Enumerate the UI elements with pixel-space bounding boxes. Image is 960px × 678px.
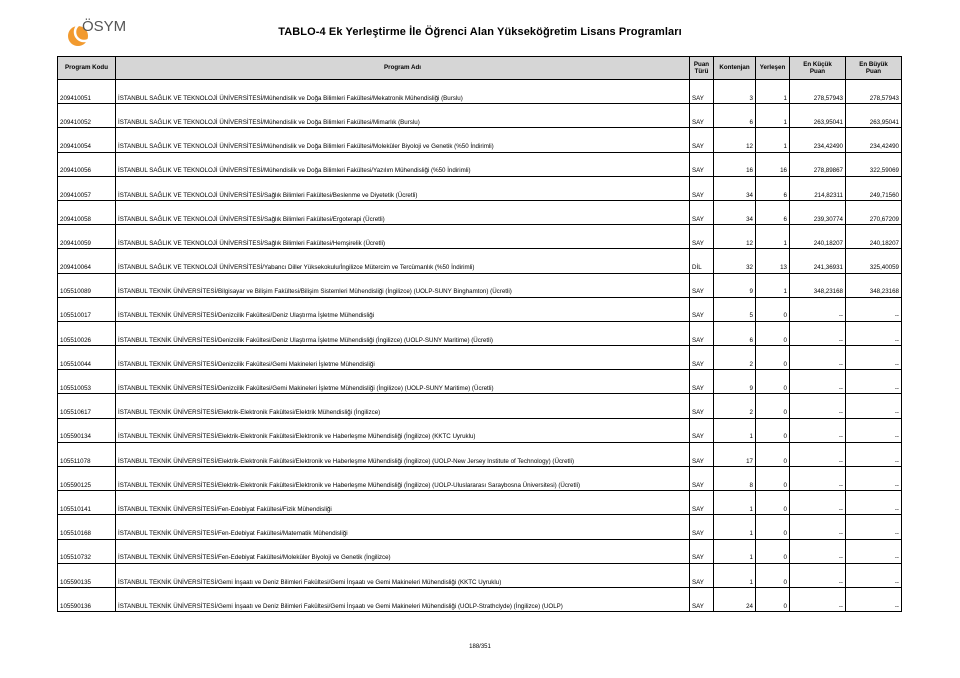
cell-placed: 0	[756, 467, 790, 491]
cell-max-score: 278,57943	[846, 80, 902, 104]
col-header-min: En Küçük Puan	[790, 57, 846, 80]
cell-score-type: SAY	[690, 539, 714, 563]
table-row	[58, 515, 902, 539]
table-row	[58, 80, 902, 104]
col-header-code: Program Kodu	[58, 57, 116, 80]
cell-placed: 0	[756, 394, 790, 418]
cell-min-score: --	[790, 539, 846, 563]
cell-program-name: İSTANBUL TEKNİK ÜNİVERSİTESİ/Denizcilik Fakültesi/Gemi Makineleri İşletme Mühendisliği	[116, 346, 690, 370]
cell-score-type: SAY	[690, 176, 714, 200]
cell-quota: 34	[714, 200, 756, 224]
cell-min-score: 278,57943	[790, 80, 846, 104]
cell-min-score: --	[790, 515, 846, 539]
table-row	[58, 491, 902, 515]
cell-score-type: SAY	[690, 152, 714, 176]
cell-program-code: 105510044	[58, 346, 116, 370]
cell-placed: 16	[756, 152, 790, 176]
cell-program-name: İSTANBUL TEKNİK ÜNİVERSİTESİ/Gemi İnşaatı ve Deniz Bilimleri Fakültesi/Gemi İnşaatı ve Gemi Makineleri Mühendisliği (UOLP-Strathclyde) (İngilizce) (UOLP)	[116, 587, 690, 611]
cell-max-score: --	[846, 297, 902, 321]
cell-score-type: SAY	[690, 104, 714, 128]
cell-placed: 13	[756, 249, 790, 273]
col-header-max: En Büyük Puan	[846, 57, 902, 80]
cell-program-name: İSTANBUL TEKNİK ÜNİVERSİTESİ/Bilgisayar ve Bilişim Fakültesi/Bilişim Sistemleri Mühendisliği (İngilizce) (UOLP-SUNY Binghamton) (Ücretli)	[116, 273, 690, 297]
cell-quota: 1	[714, 491, 756, 515]
cell-quota: 6	[714, 321, 756, 345]
cell-max-score: 270,67209	[846, 200, 902, 224]
cell-quota: 17	[714, 442, 756, 466]
cell-quota: 3	[714, 80, 756, 104]
col-header-name: Program Adı	[116, 57, 690, 80]
cell-score-type: SAY	[690, 587, 714, 611]
cell-program-code: 209410054	[58, 128, 116, 152]
cell-program-name: İSTANBUL TEKNİK ÜNİVERSİTESİ/Denizcilik Fakültesi/Deniz Ulaştırma İşletme Mühendisliği (İngilizce) (UOLP-SUNY Maritime) (Ücretli)	[116, 321, 690, 345]
table-row	[58, 418, 902, 442]
cell-score-type: SAY	[690, 370, 714, 394]
table-row	[58, 539, 902, 563]
table-row	[58, 249, 902, 273]
cell-program-name: İSTANBUL SAĞLIK VE TEKNOLOJİ ÜNİVERSİTESİ/Mühendislik ve Doğa Bilimleri Fakültesi/Mekatronik Mühendisliği (Burslu)	[116, 80, 690, 104]
cell-program-name: İSTANBUL TEKNİK ÜNİVERSİTESİ/Elektrik-Elektronik Fakültesi/Elektronik ve Haberleşme Mühendisliği (İngilizce) (KKTC Uyruklu)	[116, 418, 690, 442]
cell-min-score: --	[790, 418, 846, 442]
cell-quota: 1	[714, 515, 756, 539]
cell-program-code: 105510017	[58, 297, 116, 321]
cell-program-code: 105511078	[58, 442, 116, 466]
cell-score-type: SAY	[690, 515, 714, 539]
cell-max-score: --	[846, 321, 902, 345]
table-row	[58, 176, 902, 200]
table-row	[58, 321, 902, 345]
cell-program-name: İSTANBUL SAĞLIK VE TEKNOLOJİ ÜNİVERSİTESİ/Sağlık Bilimleri Fakültesi/Ergoterapi (Ücretli)	[116, 200, 690, 224]
cell-min-score: --	[790, 491, 846, 515]
cell-quota: 24	[714, 587, 756, 611]
cell-min-score: --	[790, 394, 846, 418]
table-row	[58, 200, 902, 224]
cell-max-score: --	[846, 442, 902, 466]
table-row	[58, 297, 902, 321]
cell-min-score: --	[790, 587, 846, 611]
col-header-quota: Kontenjan	[714, 57, 756, 80]
cell-placed: 0	[756, 442, 790, 466]
cell-min-score: 263,95041	[790, 104, 846, 128]
cell-program-code: 105510141	[58, 491, 116, 515]
cell-placed: 0	[756, 515, 790, 539]
cell-max-score: 263,95041	[846, 104, 902, 128]
cell-placed: 1	[756, 128, 790, 152]
table-row	[58, 128, 902, 152]
cell-quota: 16	[714, 152, 756, 176]
programs-table	[57, 56, 902, 612]
cell-min-score: 240,18207	[790, 225, 846, 249]
cell-max-score: --	[846, 346, 902, 370]
cell-placed: 0	[756, 418, 790, 442]
cell-program-name: İSTANBUL TEKNİK ÜNİVERSİTESİ/Fen-Edebiyat Fakültesi/Moleküler Biyoloji ve Genetik (İngilizce)	[116, 539, 690, 563]
cell-program-code: 209410051	[58, 80, 116, 104]
cell-max-score: --	[846, 467, 902, 491]
cell-min-score: 241,36931	[790, 249, 846, 273]
cell-quota: 2	[714, 394, 756, 418]
cell-score-type: SAY	[690, 80, 714, 104]
table-row	[58, 225, 902, 249]
table-body	[58, 80, 902, 612]
cell-min-score: --	[790, 370, 846, 394]
cell-max-score: --	[846, 587, 902, 611]
cell-min-score: --	[790, 467, 846, 491]
cell-quota: 32	[714, 249, 756, 273]
cell-min-score: --	[790, 321, 846, 345]
cell-score-type: SAY	[690, 467, 714, 491]
page-number: 188/351	[469, 644, 491, 650]
cell-score-type: SAY	[690, 297, 714, 321]
cell-program-name: İSTANBUL SAĞLIK VE TEKNOLOJİ ÜNİVERSİTESİ/Sağlık Bilimleri Fakültesi/Hemşirelik (Ücretli)	[116, 225, 690, 249]
cell-score-type: SAY	[690, 442, 714, 466]
cell-max-score: 348,23168	[846, 273, 902, 297]
cell-score-type: SAY	[690, 346, 714, 370]
cell-score-type: SAY	[690, 491, 714, 515]
cell-placed: 6	[756, 200, 790, 224]
cell-min-score: --	[790, 442, 846, 466]
cell-min-score: --	[790, 297, 846, 321]
col-header-type: Puan Türü	[690, 57, 714, 80]
cell-quota: 12	[714, 128, 756, 152]
cell-quota: 34	[714, 176, 756, 200]
cell-score-type: SAY	[690, 321, 714, 345]
cell-program-name: İSTANBUL TEKNİK ÜNİVERSİTESİ/Denizcilik Fakültesi/Deniz Ulaştırma İşletme Mühendisliği	[116, 297, 690, 321]
cell-placed: 0	[756, 491, 790, 515]
cell-score-type: SAY	[690, 394, 714, 418]
cell-max-score: 322,59069	[846, 152, 902, 176]
logo-text: ÖSYM	[82, 18, 127, 35]
cell-program-code: 105590125	[58, 467, 116, 491]
cell-program-name: İSTANBUL SAĞLIK VE TEKNOLOJİ ÜNİVERSİTESİ/Mühendislik ve Doğa Bilimleri Fakültesi/Mimarlık (Burslu)	[116, 104, 690, 128]
cell-max-score: 325,40059	[846, 249, 902, 273]
cell-program-code: 209410058	[58, 200, 116, 224]
cell-quota: 9	[714, 273, 756, 297]
cell-placed: 0	[756, 587, 790, 611]
table-row	[58, 104, 902, 128]
cell-program-code: 105590135	[58, 563, 116, 587]
cell-quota: 5	[714, 297, 756, 321]
table-row	[58, 152, 902, 176]
cell-placed: 0	[756, 539, 790, 563]
cell-program-name: İSTANBUL TEKNİK ÜNİVERSİTESİ/Elektrik-Elektronik Fakültesi/Elektronik ve Haberleşme Mühendisliği (İngilizce) (UOLP-Uluslararası Saraybosna Üniversitesi) (Ücretli)	[116, 467, 690, 491]
cell-score-type: SAY	[690, 200, 714, 224]
cell-placed: 1	[756, 273, 790, 297]
cell-quota: 6	[714, 104, 756, 128]
cell-program-name: İSTANBUL TEKNİK ÜNİVERSİTESİ/Gemi İnşaatı ve Deniz Bilimleri Fakültesi/Gemi İnşaatı ve Gemi Makineleri Mühendisliği (KKTC Uyruklu)	[116, 563, 690, 587]
cell-program-code: 105590136	[58, 587, 116, 611]
cell-score-type: SAY	[690, 273, 714, 297]
cell-min-score: --	[790, 346, 846, 370]
cell-score-type: SAY	[690, 563, 714, 587]
cell-placed: 1	[756, 104, 790, 128]
table-row	[58, 467, 902, 491]
cell-score-type: SAY	[690, 128, 714, 152]
cell-quota: 8	[714, 467, 756, 491]
table-row	[58, 442, 902, 466]
table-row	[58, 273, 902, 297]
table-header-row	[58, 57, 902, 80]
cell-min-score: --	[790, 563, 846, 587]
cell-max-score: --	[846, 539, 902, 563]
cell-program-code: 105510089	[58, 273, 116, 297]
cell-max-score: --	[846, 370, 902, 394]
cell-placed: 0	[756, 370, 790, 394]
cell-quota: 1	[714, 539, 756, 563]
table-row	[58, 563, 902, 587]
cell-placed: 0	[756, 346, 790, 370]
cell-program-code: 105510026	[58, 321, 116, 345]
cell-placed: 1	[756, 225, 790, 249]
cell-placed: 0	[756, 321, 790, 345]
cell-program-code: 209410059	[58, 225, 116, 249]
cell-program-code: 105510732	[58, 539, 116, 563]
cell-quota: 12	[714, 225, 756, 249]
table-row	[58, 587, 902, 611]
cell-program-name: İSTANBUL TEKNİK ÜNİVERSİTESİ/Denizcilik Fakültesi/Gemi Makineleri İşletme Mühendisliği (İngilizce) (UOLP-SUNY Maritime) (Ücretli)	[116, 370, 690, 394]
cell-quota: 1	[714, 563, 756, 587]
cell-quota: 9	[714, 370, 756, 394]
cell-placed: 0	[756, 563, 790, 587]
cell-score-type: DİL	[690, 249, 714, 273]
cell-program-name: İSTANBUL SAĞLIK VE TEKNOLOJİ ÜNİVERSİTESİ/Sağlık Bilimleri Fakültesi/Beslenme ve Diyetetik (Ücretli)	[116, 176, 690, 200]
table-row	[58, 394, 902, 418]
cell-program-code: 209410052	[58, 104, 116, 128]
cell-score-type: SAY	[690, 225, 714, 249]
cell-score-type: SAY	[690, 418, 714, 442]
cell-program-name: İSTANBUL TEKNİK ÜNİVERSİTESİ/Elektrik-Elektronik Fakültesi/Elektronik ve Haberleşme Mühendisliği (İngilizce) (UOLP-New Jersey Institute of Technology) (Ücretli)	[116, 442, 690, 466]
cell-max-score: --	[846, 491, 902, 515]
table-row	[58, 370, 902, 394]
col-header-placed: Yerleşen	[756, 57, 790, 80]
cell-placed: 6	[756, 176, 790, 200]
cell-placed: 0	[756, 297, 790, 321]
cell-min-score: 278,89867	[790, 152, 846, 176]
cell-max-score: --	[846, 418, 902, 442]
cell-program-code: 209410056	[58, 152, 116, 176]
table-row	[58, 346, 902, 370]
cell-program-code: 209410057	[58, 176, 116, 200]
page-title: TABLO-4 Ek Yerleştirme İle Öğrenci Alan Yükseköğretim Lisans Programları	[278, 26, 682, 38]
cell-quota: 1	[714, 418, 756, 442]
cell-max-score: 234,42490	[846, 128, 902, 152]
cell-program-code: 105510053	[58, 370, 116, 394]
cell-max-score: --	[846, 515, 902, 539]
cell-program-code: 105510617	[58, 394, 116, 418]
cell-program-name: İSTANBUL TEKNİK ÜNİVERSİTESİ/Fen-Edebiyat Fakültesi/Fizik Mühendisliği	[116, 491, 690, 515]
cell-max-score: 249,71560	[846, 176, 902, 200]
cell-program-name: İSTANBUL TEKNİK ÜNİVERSİTESİ/Fen-Edebiyat Fakültesi/Matematik Mühendisliği	[116, 515, 690, 539]
cell-program-code: 105510168	[58, 515, 116, 539]
cell-max-score: --	[846, 563, 902, 587]
cell-max-score: 240,18207	[846, 225, 902, 249]
cell-program-name: İSTANBUL TEKNİK ÜNİVERSİTESİ/Elektrik-Elektronik Fakültesi/Elektrik Mühendisliği (İngilizce)	[116, 394, 690, 418]
cell-program-name: İSTANBUL SAĞLIK VE TEKNOLOJİ ÜNİVERSİTESİ/Mühendislik ve Doğa Bilimleri Fakültesi/Moleküler Biyoloji ve Genetik (%50 İndirimli)	[116, 128, 690, 152]
cell-max-score: --	[846, 394, 902, 418]
cell-min-score: 348,23168	[790, 273, 846, 297]
cell-program-name: İSTANBUL SAĞLIK VE TEKNOLOJİ ÜNİVERSİTESİ/Yabancı Diller Yüksekokulu/İngilizce Mütercim ve Tercümanlık (%50 İndirimli)	[116, 249, 690, 273]
cell-program-code: 209410064	[58, 249, 116, 273]
cell-placed: 1	[756, 80, 790, 104]
cell-program-name: İSTANBUL SAĞLIK VE TEKNOLOJİ ÜNİVERSİTESİ/Mühendislik ve Doğa Bilimleri Fakültesi/Yazılım Mühendisliği (%50 İndirimli)	[116, 152, 690, 176]
cell-program-code: 105590134	[58, 418, 116, 442]
cell-quota: 2	[714, 346, 756, 370]
cell-min-score: 239,30774	[790, 200, 846, 224]
cell-min-score: 214,82311	[790, 176, 846, 200]
cell-min-score: 234,42490	[790, 128, 846, 152]
